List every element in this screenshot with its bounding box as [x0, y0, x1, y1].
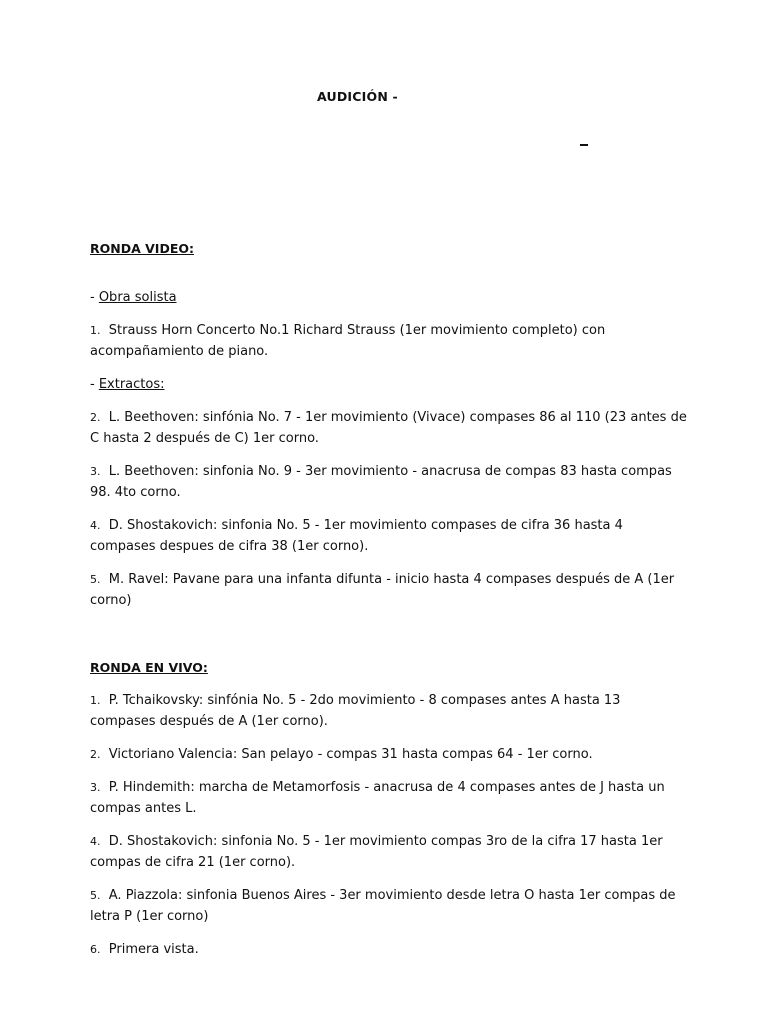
item-number: 2. [90, 748, 101, 761]
list-item [90, 744, 690, 765]
item-text: Victoriano Valencia: San pelayo - compas 31 hasta compas 64 - 1er corno. [108, 747, 593, 762]
item-text: L. Beethoven: sinfónia No. 7 - 1er movimiento (Vivace) compases 86 al 110 (23 antes de C hasta 2 después de C) 1er corno. [90, 410, 687, 446]
item-number: 4. [90, 519, 101, 532]
subheading-label: Obra solista [98, 290, 177, 305]
document-body [90, 238, 690, 960]
item-number: 3. [90, 781, 101, 794]
list-item [90, 777, 690, 819]
subheading-prefix: - [90, 290, 99, 305]
subheading-prefix: - [90, 377, 99, 392]
item-text: D. Shostakovich: sinfonia No. 5 - 1er movimiento compas 3ro de la cifra 17 hasta 1er compas de cifra 21 (1er corno). [90, 834, 663, 870]
list-item [90, 515, 690, 557]
document-title: AUDICIÓN - [317, 89, 398, 104]
item-text: M. Ravel: Pavane para una infanta difunta - inicio hasta 4 compases después de A (1er corno) [90, 572, 675, 608]
item-number: 1. [90, 694, 101, 707]
item-number: 5. [90, 573, 101, 586]
list-item [90, 461, 690, 503]
list-item [90, 831, 690, 873]
item-number: 1. [90, 324, 101, 337]
list-item [90, 690, 690, 732]
item-text: L. Beethoven: sinfonia No. 9 - 3er movimiento - anacrusa de compas 83 hasta compas 98. 4to corno. [90, 464, 672, 500]
subheading-label: Extractos: [98, 377, 165, 392]
list-item [90, 320, 690, 362]
item-text: Strauss Horn Concerto No.1 Richard Strauss (1er movimiento completo) con acompañamiento de piano. [90, 323, 606, 359]
subheading-extractos [90, 374, 690, 395]
item-number: 2. [90, 411, 101, 424]
item-number: 3. [90, 465, 101, 478]
item-text: A. Piazzola: sinfonia Buenos Aires - 3er movimiento desde letra O hasta 1er compas de letra P (1er corno) [90, 888, 676, 924]
list-item [90, 569, 690, 611]
section-heading-ronda-en-vivo: RONDA EN VIVO: [90, 660, 208, 675]
subheading-obra-solista [90, 287, 690, 308]
item-text: P. Tchaikovsky: sinfónia No. 5 - 2do movimiento - 8 compases antes A hasta 13 compases después de A (1er corno). [90, 693, 621, 729]
list-item [90, 885, 690, 927]
item-number: 4. [90, 835, 101, 848]
dash-mark [580, 144, 588, 146]
list-item [90, 939, 690, 960]
item-text: Primera vista. [108, 942, 199, 957]
section-heading-ronda-video: RONDA VIDEO: [90, 241, 194, 256]
list-item [90, 407, 690, 449]
item-number: 6. [90, 943, 101, 956]
item-number: 5. [90, 889, 101, 902]
item-text: D. Shostakovich: sinfonia No. 5 - 1er movimiento compases de cifra 36 hasta 4 compases despues de cifra 38 (1er corno). [90, 518, 623, 554]
item-text: P. Hindemith: marcha de Metamorfosis - anacrusa de 4 compases antes de J hasta un compas antes L. [90, 780, 665, 816]
